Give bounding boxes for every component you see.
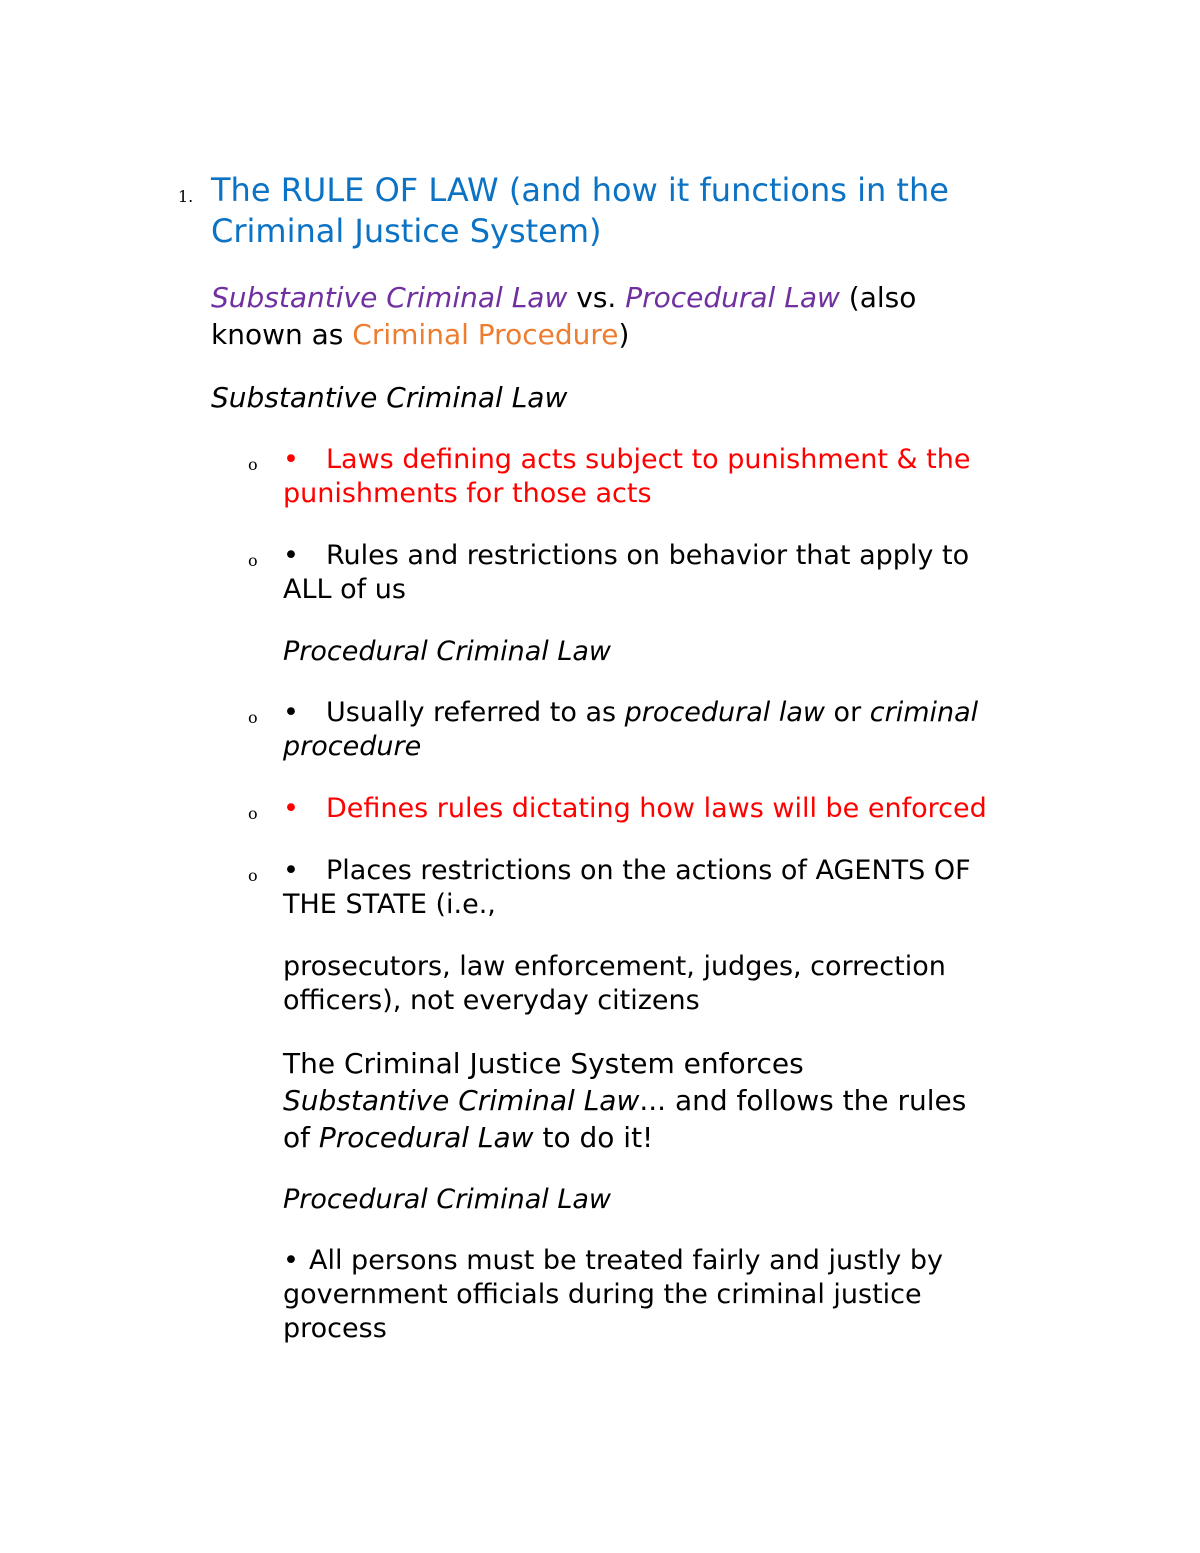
procedural-heading: Procedural Criminal Law (283, 636, 612, 667)
list-item (283, 443, 970, 511)
list-item-text: Rules and restrictions on behavior that apply to (326, 540, 970, 571)
list-item (283, 696, 978, 764)
list-item-text: Laws defining acts subject to punishment & the (326, 444, 971, 475)
heading-line-1: The RULE OF LAW (and how it functions in the (211, 171, 949, 209)
paragraph-line: officers), not everyday citizens (283, 985, 700, 1016)
list-item-text: punishments for those acts (283, 478, 652, 509)
term-criminal-italic: criminal (869, 697, 979, 728)
term-substantive-criminal-law-italic: Substantive Criminal Law (283, 1084, 640, 1117)
substantive-heading: Substantive Criminal Law (211, 381, 568, 414)
bullet-icon: • (283, 793, 299, 824)
bullet-icon: • (283, 855, 299, 886)
list-item-text: THE STATE (i.e., (283, 889, 496, 920)
list-item-text: Usually referred to as (326, 697, 625, 728)
known-as-text: known as (211, 318, 353, 351)
term-substantive-criminal-law: Substantive Criminal Law (211, 281, 568, 314)
bullet-icon: • (283, 697, 299, 728)
list-item-text: All persons must be treated fairly and justly by (309, 1245, 943, 1276)
circle-bullet-icon: o (248, 551, 258, 570)
list-item-text: Places restrictions on the actions of AGENTS OF (326, 855, 971, 886)
paragraph-line: prosecutors, law enforcement, judges, correction (283, 951, 946, 982)
bullet-icon: • (283, 1245, 299, 1276)
continuation-paragraph (283, 950, 946, 1018)
cjs-paragraph (283, 1045, 966, 1156)
circle-bullet-icon: o (248, 804, 258, 823)
heading-line-2: Criminal Justice System) (211, 212, 602, 250)
close-paren: ) (618, 318, 630, 351)
list-item (283, 539, 969, 607)
term-procedural-law: Procedural Law (625, 281, 840, 314)
circle-bullet-icon: o (248, 455, 258, 474)
vs-text: vs. (567, 281, 626, 314)
term-procedure-italic: procedure (283, 731, 422, 762)
list-item-text: or (824, 697, 870, 728)
also-text: (also (839, 281, 917, 314)
bullet-icon: • (283, 444, 299, 475)
list-number: 1. (178, 187, 194, 206)
list-item (283, 854, 971, 922)
paragraph-text: of (283, 1121, 319, 1154)
section-heading (211, 170, 949, 252)
circle-bullet-icon: o (248, 866, 258, 885)
term-procedural-law-italic: Procedural Law (318, 1121, 534, 1154)
bullet-icon: • (283, 540, 299, 571)
circle-bullet-icon: o (248, 708, 258, 727)
paragraph-text: to do it! (533, 1121, 654, 1154)
list-item-text: Defines rules dictating how laws will be enforced (326, 793, 987, 824)
list-item-text: ALL of us (283, 574, 406, 605)
list-item (283, 792, 987, 826)
procedural-heading-2: Procedural Criminal Law (283, 1184, 612, 1215)
paragraph-line: The Criminal Justice System enforces (283, 1047, 804, 1080)
list-item-text: government officials during the criminal justice (283, 1279, 922, 1310)
list-item-text: process (283, 1313, 387, 1344)
intro-paragraph (211, 279, 916, 353)
term-procedural-law-italic: procedural law (624, 697, 825, 728)
paragraph-text: ... and follows the rules (639, 1084, 967, 1117)
list-item (283, 1244, 943, 1346)
term-criminal-procedure: Criminal Procedure (352, 318, 619, 351)
